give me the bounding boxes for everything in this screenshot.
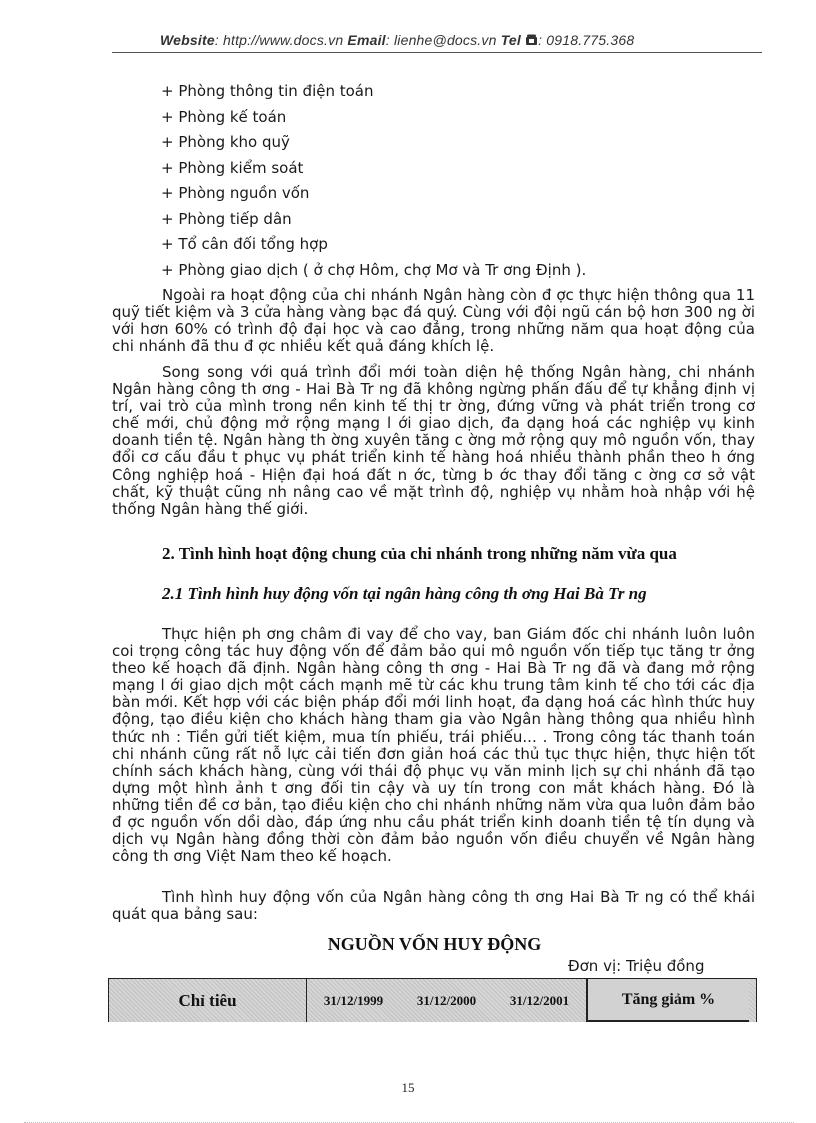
department-list bbox=[161, 79, 586, 283]
column-header-2000: 31/12/2000 bbox=[416, 992, 477, 1008]
phone-icon bbox=[525, 34, 538, 46]
tel-value: : 0918.775.368 bbox=[538, 32, 635, 48]
tel-label: Tel bbox=[500, 32, 521, 48]
table-unit: Đơn vị: Triệu đồng bbox=[568, 957, 705, 975]
header-divider bbox=[112, 52, 762, 53]
list-item: + Phòng kho quỹ bbox=[161, 133, 290, 151]
list-item: + Phòng nguồn vốn bbox=[161, 184, 310, 202]
list-item: + Tổ cân đối tổng hợp bbox=[161, 235, 328, 253]
column-header-2001: 31/12/2001 bbox=[509, 992, 570, 1008]
page-header bbox=[160, 32, 760, 48]
list-item: + Phòng tiếp dân bbox=[161, 209, 292, 228]
column-header-indicator: Chỉ tiêu bbox=[109, 979, 307, 1022]
table-title: NGUỒN VỐN HUY ĐỘNG bbox=[327, 934, 542, 954]
list-item: + Phòng giao dịch ( ở chợ Hôm, chợ Mơ và Tr ơng Định ). bbox=[161, 260, 587, 279]
email-value: : lienhe@docs.vn bbox=[385, 32, 501, 48]
section-heading-2-1: 2.1 Tình hình huy động vốn tại ngân hàng công th ơng Hai Bà Tr ng bbox=[162, 584, 647, 603]
page-number: 15 bbox=[401, 1080, 415, 1095]
capital-table-header bbox=[108, 978, 757, 1022]
email-label: Email bbox=[347, 32, 386, 48]
column-header-change-percent: Tăng giảm % bbox=[586, 979, 749, 1022]
paragraph-branch-overview: Ngoài ra hoạt động của chi nhánh Ngân hàng còn đ ợc thực hiện thông qua 11 quỹ tiết kiệm và 3 cửa hàng vàng bạc đá quý. Cùng với đội ngũ cán bộ hơn 300 ng ời với hơn 60% có trình độ đại học và cao đẳng, trong những năm qua hoạt động của chi nhánh đã thu đ ợc nhiều kết quả đáng khích lệ. bbox=[112, 286, 755, 356]
list-item: + Phòng kế toán bbox=[161, 107, 287, 126]
paragraph-system-renovation: Song song với quá trình đổi mới toàn diện hệ thống Ngân hàng, chi nhánh Ngân hàng công th ơng - Hai Bà Tr ng đã không ngừng phấn đấu để tự khẳng định vị trí, vai trò của mình trong nền kinh tế thị tr ờng, đứng vững và phát triển trong cơ chế mới, chủ động mở rộng mạng l ới giao dịch, đa dạng hoá các nghiệp vụ kinh doanh tiền tệ. Ngân hàng th ờng xuyên tăng c ờng mở rộng quy mô nguồn vốn, thay đổi cơ cấu đầu t phục vụ phát triển kinh tế hàng hoá nhiều thành phần theo h ớng Công nghiệp hoá - Hiện đại hoá đất n ớc, từng b ớc thay đổi tăng c ờng cơ sở vật chất, kỹ thuật cũng nh nâng cao về mặt trình độ, nghiệp vụ nhằm hoà nhập với hệ thống Ngân hàng thế giới. bbox=[112, 363, 755, 518]
website-label: Website bbox=[160, 32, 215, 48]
website-value: : http://www.docs.vn bbox=[214, 32, 348, 48]
paragraph-table-intro: Tình hình huy động vốn của Ngân hàng công th ơng Hai Bà Tr ng có thể khái quát qua bảng sau: bbox=[112, 888, 755, 924]
section-heading-2: 2. Tình hình hoạt động chung của chi nhánh trong những năm vừa qua bbox=[162, 544, 677, 563]
column-header-1999: 31/12/1999 bbox=[323, 992, 384, 1008]
paragraph-capital-mobilization: Thực hiện ph ơng châm đi vay để cho vay, ban Giám đốc chi nhánh luôn luôn coi trọng công tác huy động vốn để đảm bảo qui mô nguồn vốn tiếp tục tăng tr ởng theo kế hoạch đã định. Ngân hàng công th ơng - Hai Bà Tr ng đã và đang mở rộng mạng l ới giao dịch một cách mạnh mẽ từ các khu trung tâm kinh tế cho tới các địa bàn mới. Kết hợp với các biện pháp đổi mới linh hoạt, đa dạng hoá các hình thức huy động, tạo điều kiện cho khách hàng tham gia vào Ngân hàng thông qua nhiều hình thức nh : Tiền gửi tiết kiệm, mua tín phiếu, trái phiếu... . Trong công tác thanh toán chi nhánh cũng rất nỗ lực cải tiến đơn giản hoá các thủ tục thực hiện, thực hiện tốt chính sách khách hàng, cùng với thái độ phục vụ văn minh lịch sự chi nhánh đã tạo dựng một hình ảnh t ơng đối tin cậy và uy tín trong con mắt khách hàng. Đó là những tiền đề cơ bản, tạo điều kiện cho chi nhánh những năm vừa qua luôn đảm bảo đ ợc nguồn vốn dồi dào, đáp ứng nhu cầu phát triển kinh doanh tiền tệ tín dụng và dịch vụ Ngân hàng đồng thời còn đảm bảo nguồn vốn điều chuyển về Ngân hàng công th ơng Việt Nam theo kế hoạch. bbox=[112, 625, 755, 866]
list-item: + Phòng thông tin điện toán bbox=[161, 82, 374, 100]
list-item: + Phòng kiểm soát bbox=[161, 158, 304, 177]
